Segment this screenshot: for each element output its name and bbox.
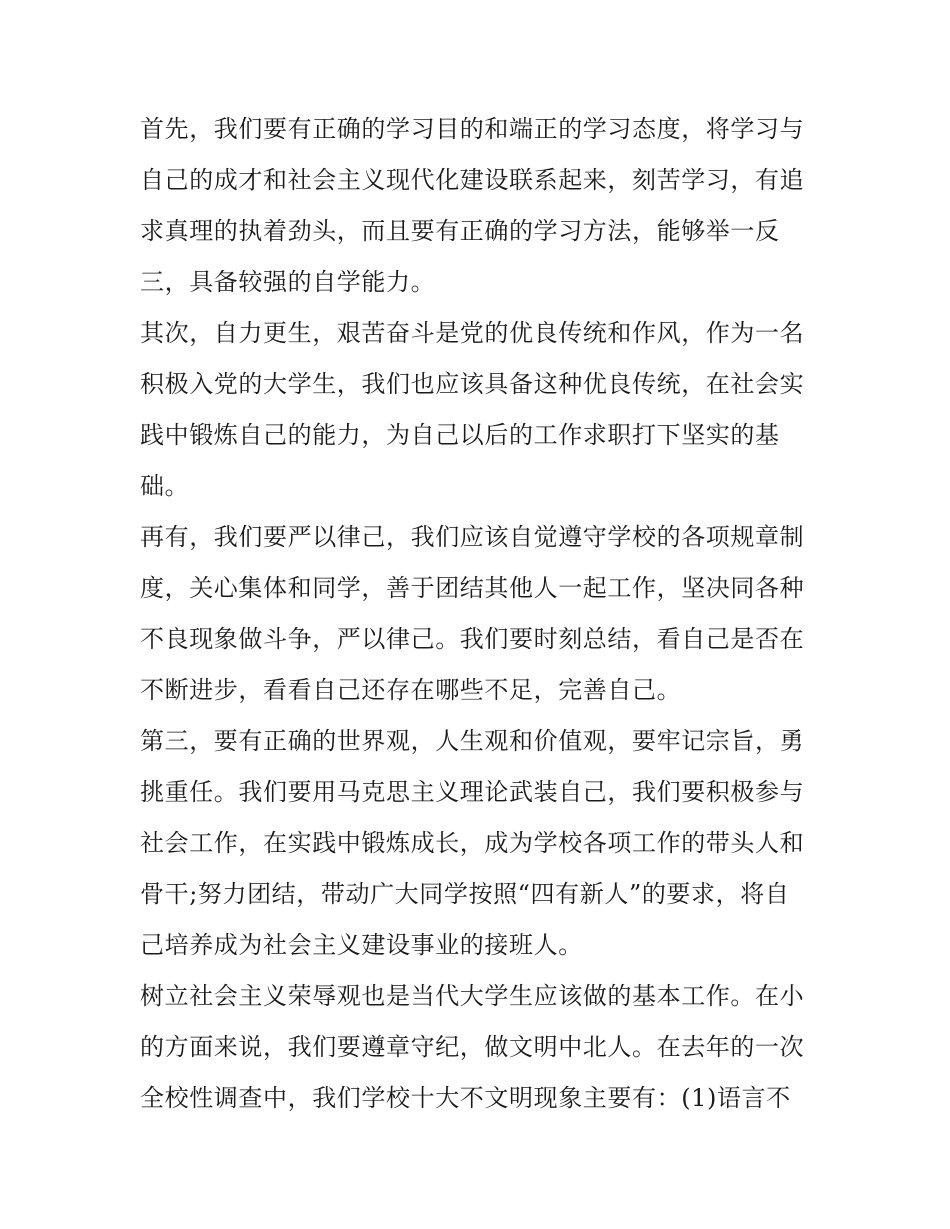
paragraph-worldview xyxy=(140,716,820,971)
paragraph-self-reliance xyxy=(140,308,820,512)
text-line: 其次，自力更生，艰苦奋斗是党的优良传统和作风，作为一名 xyxy=(140,319,805,347)
text-line: 己培养成为社会主义建设事业的接班人。 xyxy=(140,931,583,959)
text-line: 再有，我们要严以律己，我们应该自觉遵守学校的各项规章制 xyxy=(140,523,805,551)
document-body xyxy=(140,104,820,1124)
text-line: 骨干;努力团结，带动广大同学按照“四有新人”的要求，将自 xyxy=(140,880,790,908)
paragraph-study-attitude xyxy=(140,104,820,308)
text-line: 不断进步，看看自己还存在哪些不足，完善自己。 xyxy=(140,676,682,704)
text-line: 第三，要有正确的世界观，人生观和价值观，要牢记宗旨，勇 xyxy=(140,727,805,755)
text-line: 的方面来说，我们要遵章守纪，做文明中北人。在去年的一次 xyxy=(140,1033,805,1061)
text-line: 自己的成才和社会主义现代化建设联系起来，刻苦学习，有追 xyxy=(140,166,805,194)
paragraph-honor-disgrace xyxy=(140,971,820,1124)
text-line: 求真理的执着劲头，而且要有正确的学习方法，能够举一反 xyxy=(140,217,780,245)
text-line: 三，具备较强的自学能力。 xyxy=(140,268,436,296)
text-line: 积极入党的大学生，我们也应该具备这种优良传统，在社会实 xyxy=(140,370,805,398)
text-line: 础。 xyxy=(140,472,190,500)
text-line: 度，关心集体和同学，善于团结其他人一起工作，坚决同各种 xyxy=(140,574,805,602)
paragraph-self-discipline xyxy=(140,512,820,716)
text-line: 树立社会主义荣辱观也是当代大学生应该做的基本工作。在小 xyxy=(140,982,805,1010)
text-line: 社会工作，在实践中锻炼成长，成为学校各项工作的带头人和 xyxy=(140,829,805,857)
text-line: 不良现象做斗争，严以律己。我们要时刻总结，看自己是否在 xyxy=(140,625,805,653)
text-line: 践中锻炼自己的能力，为自己以后的工作求职打下坚实的基 xyxy=(140,421,780,449)
text-line: 全校性调查中，我们学校十大不文明现象主要有：(1)语言不 xyxy=(140,1084,791,1112)
text-line: 挑重任。我们要用马克思主义理论武装自己，我们要积极参与 xyxy=(140,778,805,806)
text-line: 首先，我们要有正确的学习目的和端正的学习态度，将学习与 xyxy=(140,115,805,143)
